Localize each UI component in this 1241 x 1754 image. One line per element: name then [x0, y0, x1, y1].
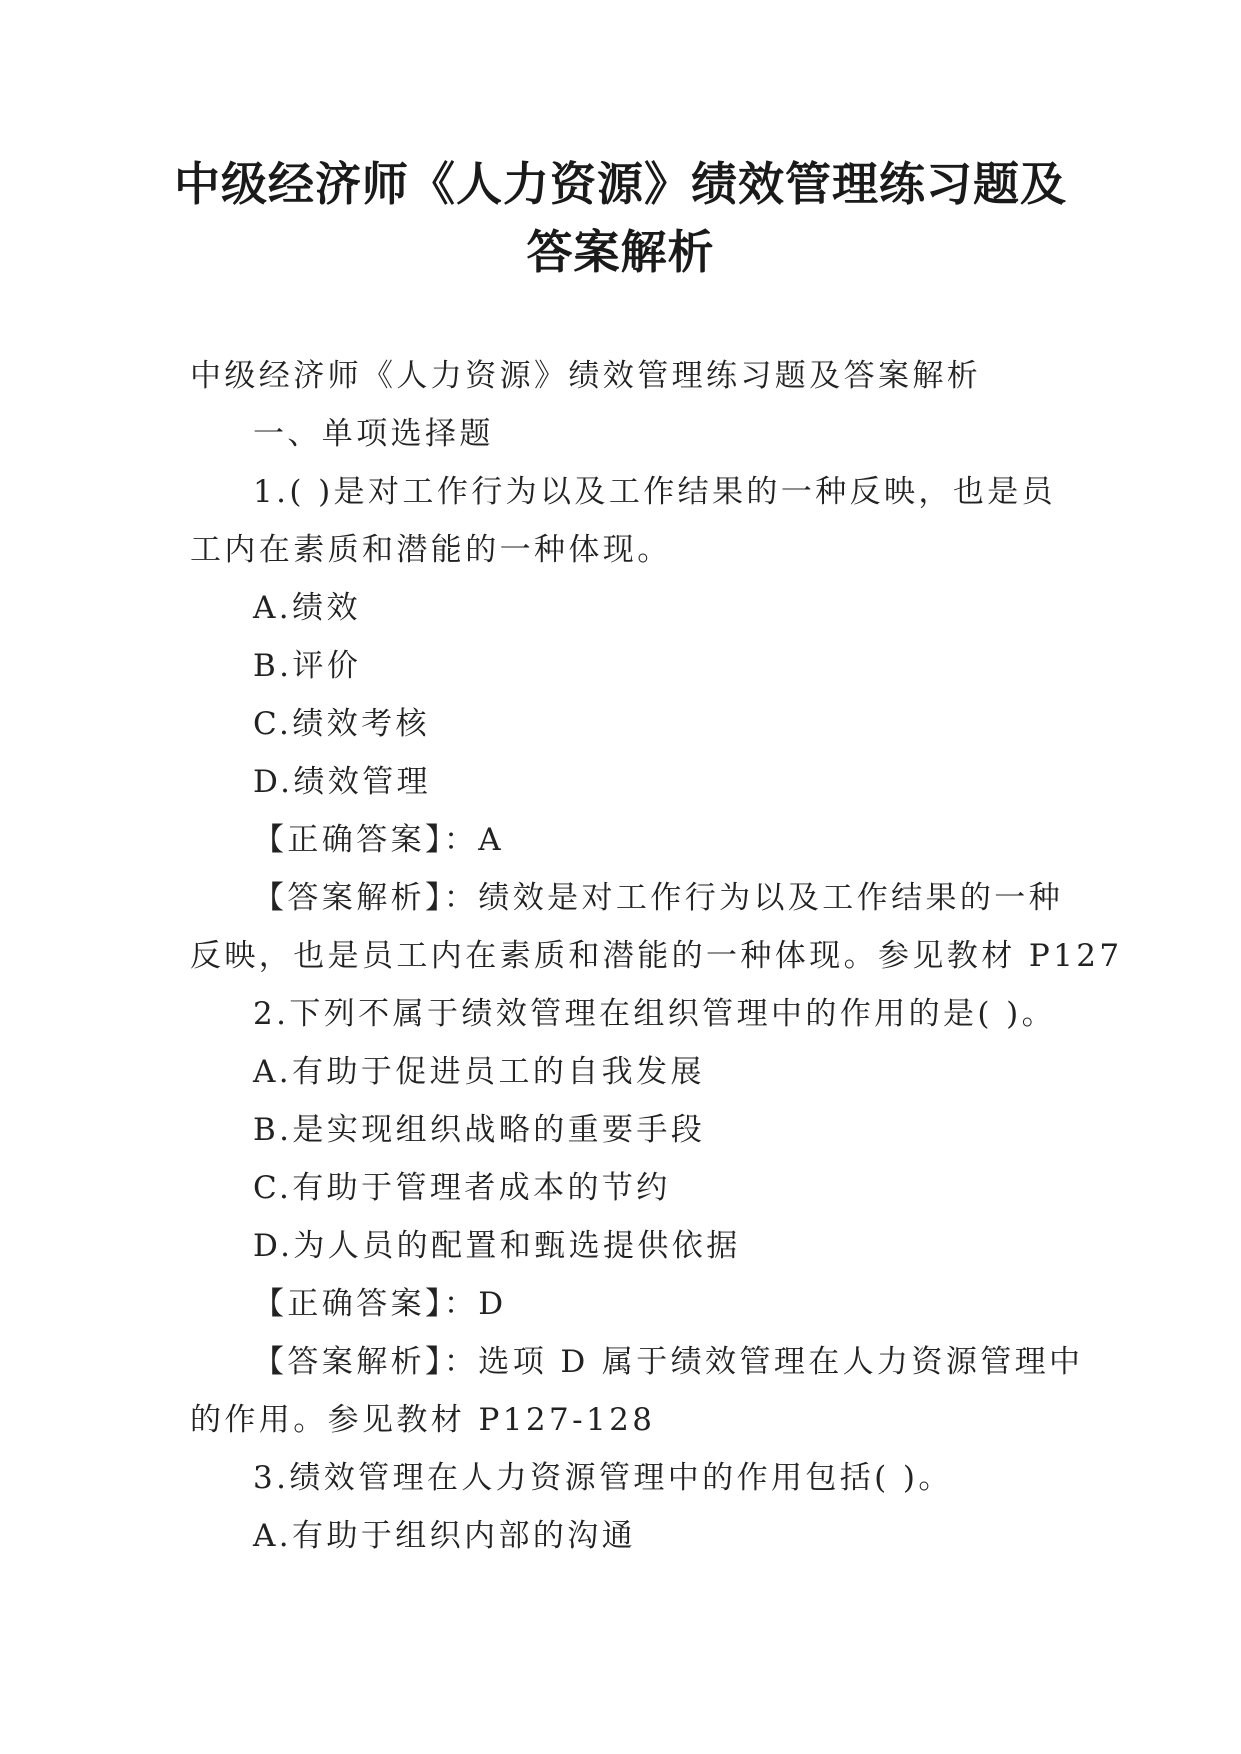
question-1-option-c: C.绩效考核	[253, 706, 430, 742]
doc-subtitle: 中级经济师《人力资源》绩效管理练习题及答案解析	[190, 358, 982, 394]
question-1-answer: 【正确答案】：A	[253, 822, 505, 858]
section-heading: 一、单项选择题	[253, 416, 494, 452]
question-1-explanation: 【答案解析】：绩效是对工作行为以及工作结果的一种	[253, 880, 1064, 916]
question-3-option-a: A.有助于组织内部的沟通	[253, 1518, 637, 1554]
question-1-option-d: D.绩效管理	[253, 764, 432, 800]
question-2-explanation: 【答案解析】：选项 D 属于绩效管理在人力资源管理中	[253, 1344, 1084, 1380]
document-title-line-1: 中级经济师《人力资源》绩效管理练习题及	[174, 157, 1067, 211]
question-2-text: 2.下列不属于绩效管理在组织管理中的作用的是( )。	[253, 996, 1057, 1032]
question-3-text: 3.绩效管理在人力资源管理中的作用包括( )。	[253, 1460, 953, 1496]
question-1-option-a: A.绩效	[253, 590, 361, 626]
question-2-option-c: C.有助于管理者成本的节约	[253, 1170, 671, 1206]
question-1-text: 1.( )是对工作行为以及工作结果的一种反映，也是员	[253, 474, 1057, 510]
question-1-option-b: B.评价	[253, 648, 362, 684]
document-title-line-2: 答案解析	[526, 225, 715, 279]
question-2-option-b: B.是实现组织战略的重要手段	[253, 1112, 706, 1148]
question-2-answer: 【正确答案】：D	[253, 1286, 507, 1322]
question-1-explanation-cont: 反映，也是员工内在素质和潜能的一种体现。参见教材 P127	[190, 938, 1123, 974]
question-2-explanation-cont: 的作用。参见教材 P127-128	[190, 1402, 656, 1438]
question-2-option-d: D.为人员的配置和甄选提供依据	[253, 1228, 741, 1264]
question-2-option-a: A.有助于促进员工的自我发展	[253, 1054, 705, 1090]
question-1-text-cont: 工内在素质和潜能的一种体现。	[190, 532, 672, 568]
